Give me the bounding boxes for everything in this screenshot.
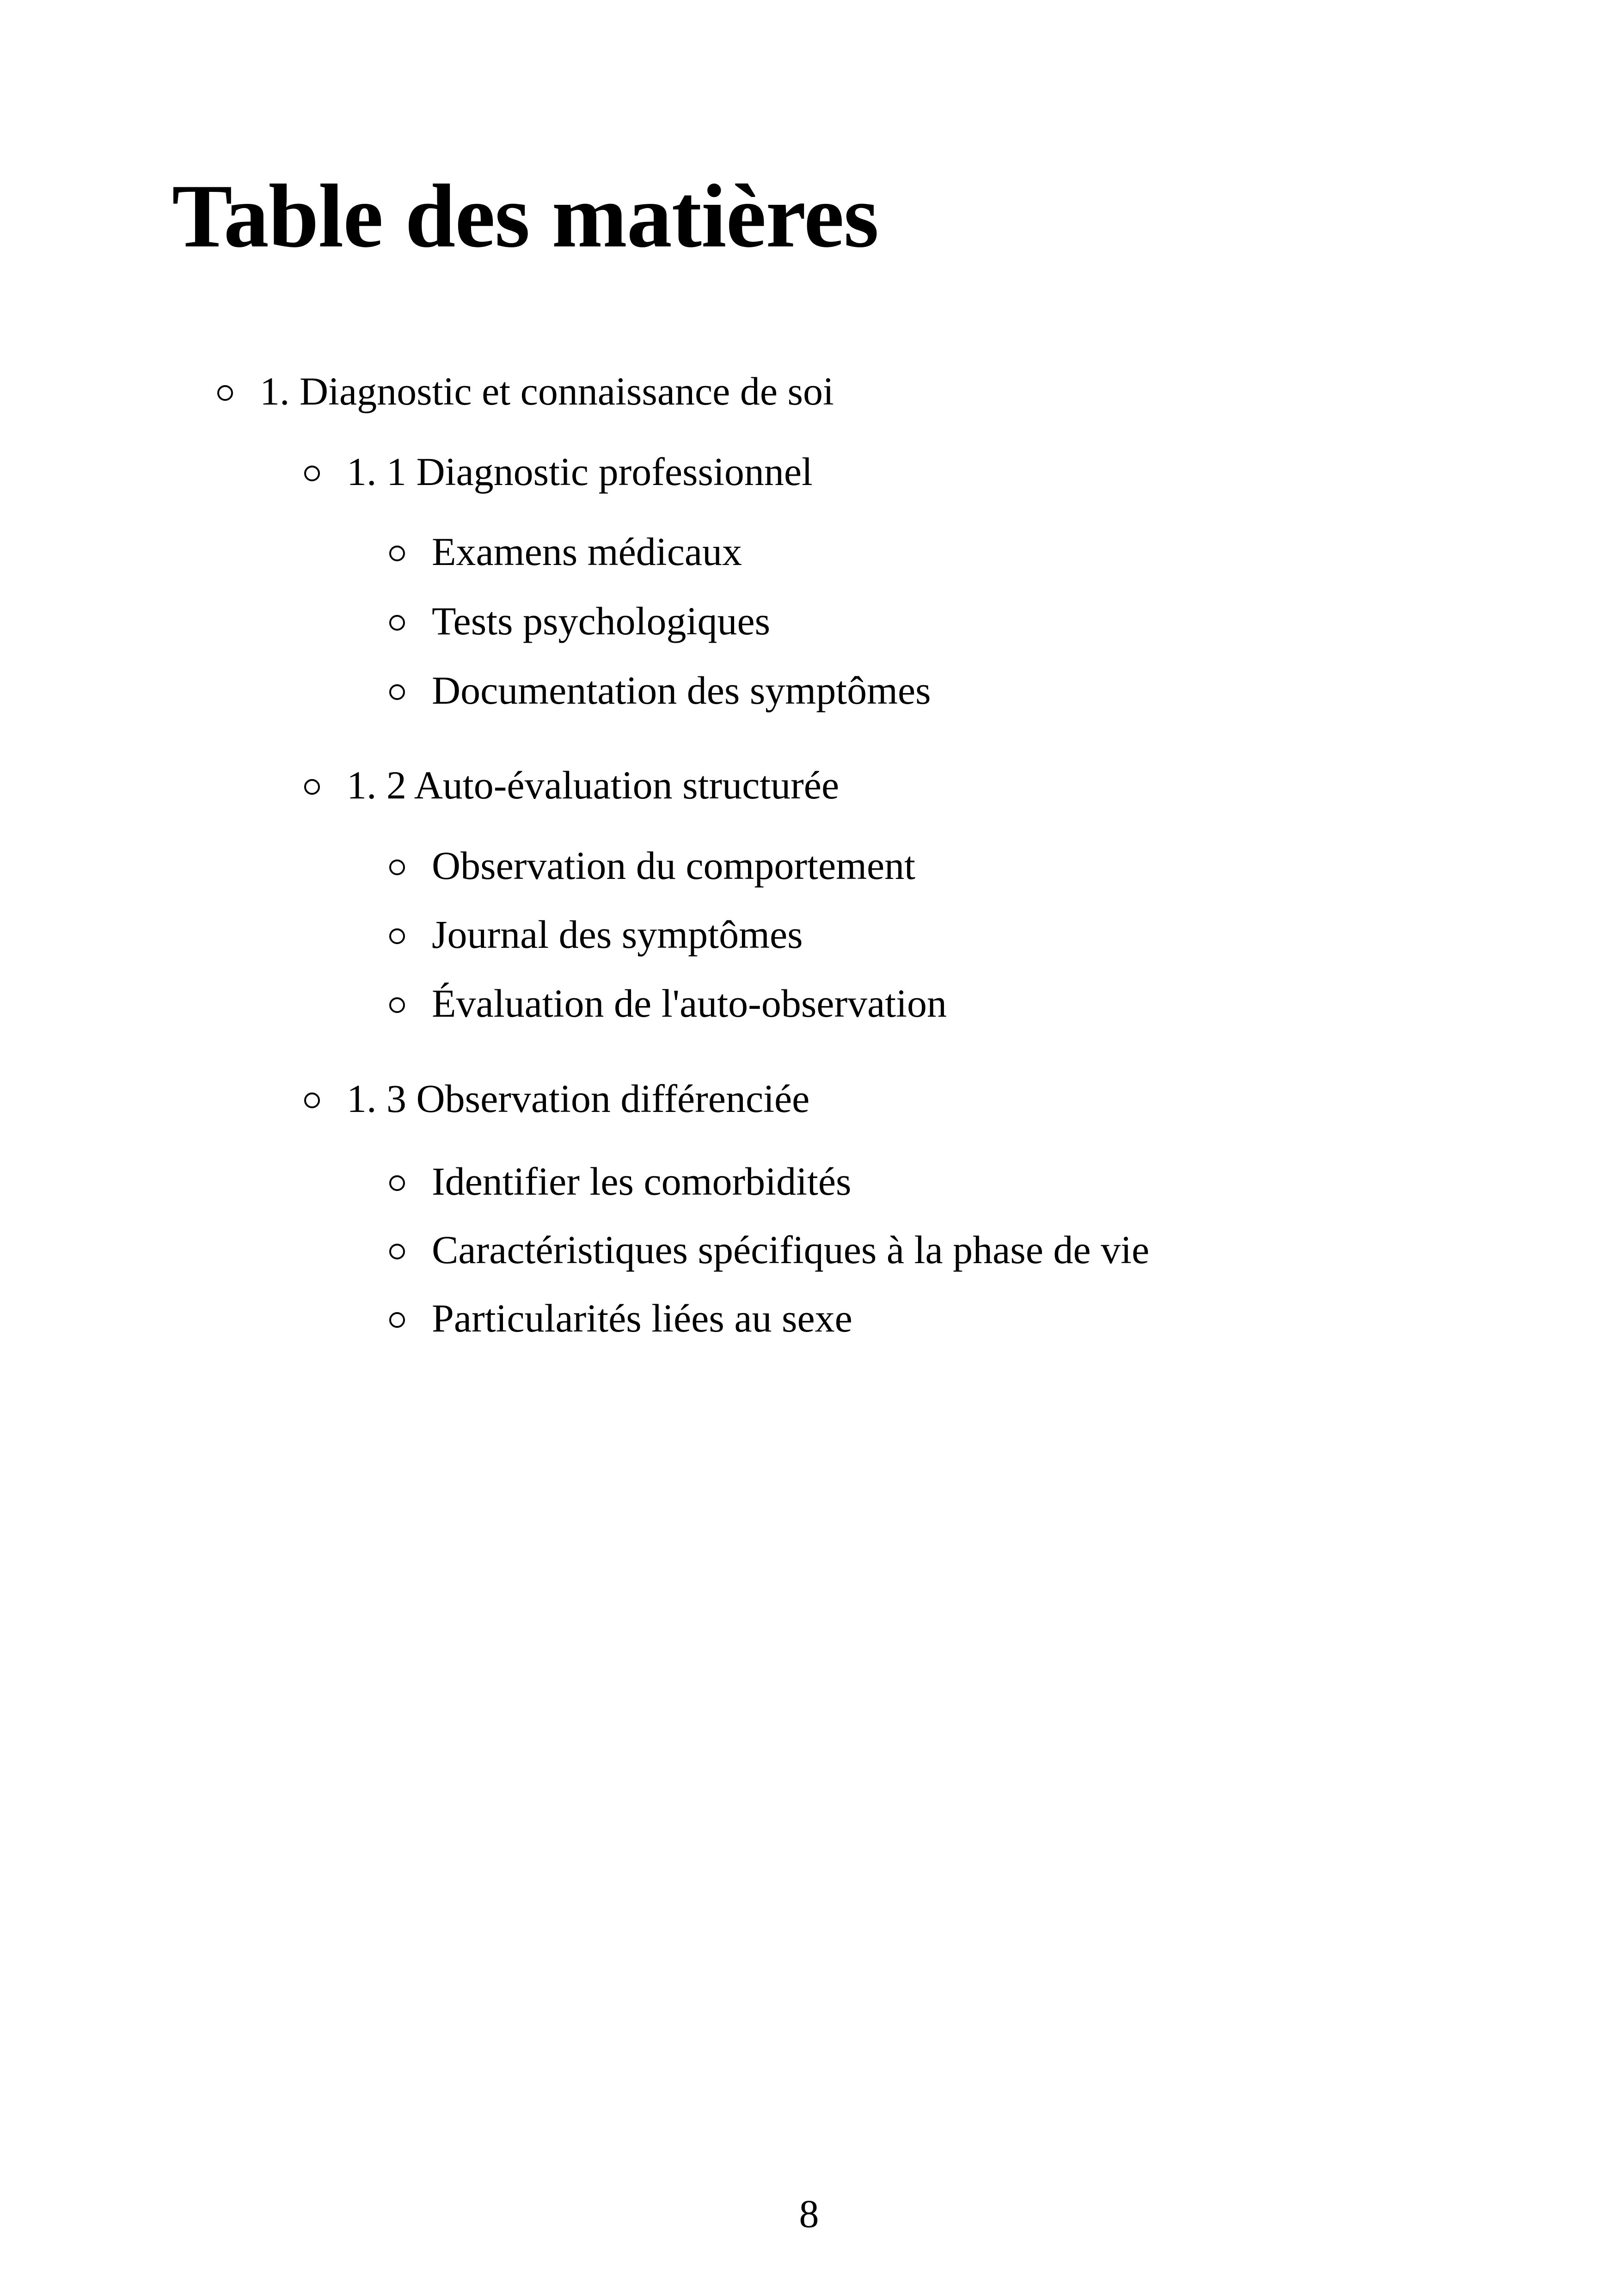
hollow-circle-bullet-icon	[389, 997, 405, 1013]
toc-item[interactable]	[389, 912, 803, 957]
toc-entry-label: Tests psychologiques	[432, 599, 771, 643]
toc-entry-label: 1. 3 Observation différenciée	[347, 1076, 810, 1121]
hollow-circle-bullet-icon	[389, 1175, 405, 1191]
toc-item[interactable]	[389, 983, 947, 1023]
toc-entry-label: Documentation des symptômes	[432, 668, 931, 712]
toc-entry-1[interactable]	[217, 371, 834, 411]
page-number: 8	[799, 2192, 819, 2236]
toc-entry-label: 1. Diagnostic et connaissance de soi	[260, 369, 834, 413]
hollow-circle-bullet-icon	[217, 385, 233, 401]
toc-item[interactable]	[389, 601, 770, 641]
hollow-circle-bullet-icon	[389, 859, 405, 875]
toc-entry-label: Observation du comportement	[432, 843, 916, 888]
page-title: Table des matières	[172, 166, 879, 266]
toc-item[interactable]	[389, 1161, 852, 1201]
toc-entry-label: 1. 2 Auto-évaluation structurée	[347, 763, 840, 807]
toc-section-1-3[interactable]	[304, 1076, 810, 1121]
toc-entry-label: Évaluation de l'auto-observation	[432, 981, 947, 1025]
toc-item[interactable]	[389, 843, 916, 888]
hollow-circle-bullet-icon	[389, 1312, 405, 1328]
toc-entry-label: Caractéristiques spécifiques à la phase de vie	[432, 1228, 1150, 1272]
toc-section-1-2[interactable]	[304, 765, 839, 805]
toc-entry-label: 1. 1 Diagnostic professionnel	[347, 449, 813, 494]
toc-entry-label: Identifier les comorbidités	[432, 1159, 852, 1203]
hollow-circle-bullet-icon	[304, 1093, 320, 1108]
hollow-circle-bullet-icon	[389, 928, 405, 944]
hollow-circle-bullet-icon	[389, 1244, 405, 1259]
toc-entry-label: Particularités liées au sexe	[432, 1296, 852, 1340]
hollow-circle-bullet-icon	[389, 684, 405, 700]
hollow-circle-bullet-icon	[389, 546, 405, 561]
hollow-circle-bullet-icon	[389, 615, 405, 631]
hollow-circle-bullet-icon	[304, 779, 320, 795]
toc-item[interactable]	[389, 529, 742, 574]
toc-item[interactable]	[389, 1298, 852, 1338]
toc-item[interactable]	[389, 1230, 1149, 1270]
toc-section-1-1[interactable]	[304, 449, 813, 494]
toc-item[interactable]	[389, 670, 931, 710]
toc-entry-label: Examens médicaux	[432, 529, 742, 574]
toc-entry-label: Journal des symptômes	[432, 912, 803, 957]
hollow-circle-bullet-icon	[304, 466, 320, 481]
